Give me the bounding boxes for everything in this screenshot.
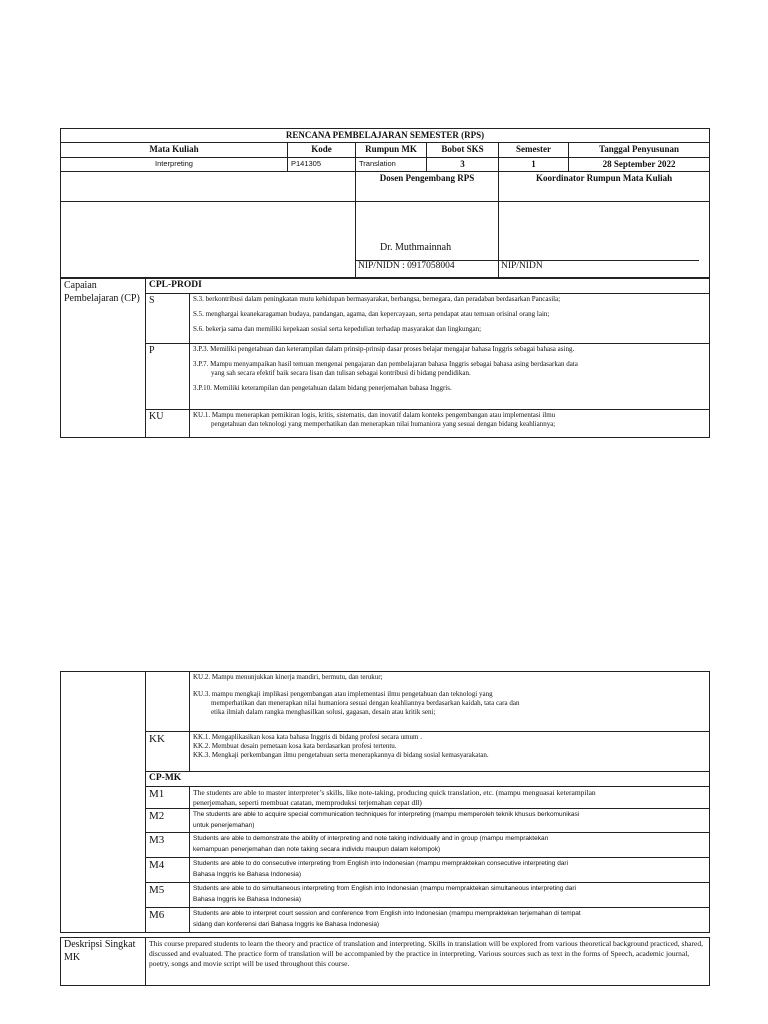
cpmk-heading: CP-MK: [146, 772, 710, 787]
value-tanggal: 28 September 2022: [569, 157, 710, 171]
koordinator-nip: NIP/NIDN: [501, 260, 543, 271]
kk-item: KK.1. Mengaplikasikan kosa kata bahasa Inggris di bidang profesi secara umum .: [193, 733, 422, 741]
p-label: P: [146, 343, 190, 409]
m3-label: M3: [146, 833, 190, 858]
kk-item: KK.3. Mengkaji perkembangan ilmu pengetahuan serta menerapkannya di bidang sosial kemasyarakatan.: [193, 751, 489, 760]
kk-items: [190, 732, 710, 772]
role-dosen: Dosen Pengembang RPS: [356, 171, 499, 201]
dosen-nip: NIP/NIDN : 0917058004: [358, 260, 455, 271]
blank-cell: [61, 201, 356, 277]
value-kode: P141305: [288, 157, 356, 171]
m1-label: M1: [146, 786, 190, 809]
kk-label: KK: [146, 732, 190, 772]
rps-header-table: [60, 128, 710, 278]
signature-line: [356, 260, 498, 261]
s-item: S.6. bekerja sama dan memiliki kepekaan sosial serta kepedulian terhadap masyarakat dan lingkungan;: [193, 325, 482, 334]
cpl-prodi-heading: CPL-PRODI: [146, 279, 710, 294]
header-mata-kuliah: Mata Kuliah: [61, 143, 288, 157]
ku2: KU.2. Mampu menunjukkan kinerja mandiri, bermutu, dan terukur;: [193, 673, 383, 681]
header-bobot: Bobot SKS: [427, 143, 499, 157]
ku-label: KU: [146, 409, 190, 437]
ku3-line: etika ilmiah dalam rangka menghasilkan solusi, gagasan, desain atau kritik seni;: [211, 708, 436, 717]
ku1-line: pengetahuan dan teknologi yang memperhatikan dan menerapkan nilai humaniora yang sesuai dengan bidang keahliannya;: [211, 419, 556, 428]
value-rumpun: Translation: [356, 157, 427, 171]
s-item: S.5. menghargai keanekaragaman budaya, pandangan, agama, dan kepercayaan, serta pendapat atau temuan orisinal orang lain;: [193, 309, 550, 318]
deskripsi-label: Deskripsi Singkat MK: [61, 938, 146, 986]
m2-text: The students are able to acquire special communication techniques for interpreting (mampu memperoleh teknik khusus berkomunikasi untuk penerjemahan): [190, 809, 710, 833]
value-semester: 1: [499, 157, 569, 171]
m1-text: The students are able to master interpreter’s skills, like note-taking, producing quick translation, etc. (mampu menguasai keterampilan penerjemahan, seperti membuat catatan, memproduksi terjemahan cepat dll): [190, 786, 710, 809]
p-item: yang sah secara efektif baik secara lisan dan tulisan sebagai kontribusi di bidang pendidikan.: [211, 369, 471, 378]
cp-label-continued: [61, 672, 146, 933]
ku2-ku3: [190, 672, 710, 732]
value-mata-kuliah: Interpreting: [61, 157, 288, 171]
blank-cell: [61, 171, 356, 201]
m5-label: M5: [146, 883, 190, 908]
ku3-line: KU.3. mampu mengkaji implikasi pengembangan atau implementasi ilmu pengetahuan dan teknologi yang: [193, 690, 493, 699]
p-item: 3.P.7. Mampu menyampaikan hasil temuan mengenai pengajaran dan pembelajaran bahasa Inggris sebagai bahasa asing berdasarkan data: [193, 359, 578, 368]
p-item: 3.P.3. Memiliki pengetahuan dan keterampilan dalam prinsip-prinsip dasar proses belajar mengajar bahasa Inggris sebagai bahasa asing.: [193, 344, 575, 353]
signature-dosen: [356, 201, 499, 277]
m5-text: Students are able to do simultaneous interpreting from English into Indonesian (mampu mempraktekan simultaneous interpreting dari Bahasa Inggris ke Bahasa Indonesia): [190, 883, 710, 908]
cp-continued-table: [60, 671, 710, 933]
deskripsi-text: This course prepared students to learn the theory and practice of translation and interpreting. Skills in translation will be explored from various theoretical background practiced, shared, discussed and evaluated. The practice form of translation will be accompanied by the practice in interpreting. Various sources such as text in the forms of Speech, academic journal, poetry, songs and movie script will be used throughout this course.: [146, 938, 710, 986]
p-item: 3.P.10. Memiliki keterampilan dan pengetahuan dalam bidang penerjemahan bahasa Inggris.: [193, 384, 452, 393]
document-page-2: [0, 620, 768, 1024]
blank-cell: [146, 672, 190, 732]
cp-label: Capaian Pembelajaran (CP): [61, 279, 146, 438]
ku3-line: memperhatikan dan menerapkan nilai humaniora sesuai dengan keahliannya berdasarkan kaidah, tata cara dan: [211, 699, 520, 708]
s-items: [190, 293, 710, 343]
deskripsi-table: [60, 937, 710, 986]
role-koordinator: Koordinator Rumpun Mata Kuliah: [499, 171, 710, 201]
m6-text: Students are able to interpret court session and conference from English into Indonesian (mampu mempraktekan terjemahan di tempat sidang dan konferensi dari Bahasa Inggris ke Bahasa Indonesia): [190, 908, 710, 933]
rps-title: RENCANA PEMBELAJARAN SEMESTER (RPS): [61, 129, 710, 143]
m4-text: Students are able to do consecutive interpreting from English into Indonesian (mampu mempraktekan consecutive interpreting dari Bahasa Inggris ke Bahasa Indonesia): [190, 858, 710, 883]
m2-label: M2: [146, 809, 190, 833]
document-page-1: [0, 0, 768, 510]
ku1: [190, 409, 710, 437]
m3-text: Students are able to demonstrate the ability of interpreting and note taking individually and in group (mampu mempraktekan kemampuan penerjemahan dan note taking secara individu maupun dalam kelompok): [190, 833, 710, 858]
header-semester: Semester: [499, 143, 569, 157]
s-label: S: [146, 293, 190, 343]
kk-item: KK.2. Membuat desain pemetaan kosa kata berdasarkan profesi tertentu.: [193, 742, 397, 751]
m6-label: M6: [146, 908, 190, 933]
signature-line: [499, 260, 699, 261]
s-item: S.3. berkontribusi dalam peningkatan mutu kehidupan bermasyarakat, berbangsa, bernegara, dan peradaban berdasarkan Pancasila;: [193, 294, 561, 303]
header-tanggal: Tanggal Penyusunan: [569, 143, 710, 157]
cp-table: [60, 278, 710, 438]
dosen-name: Dr. Muthmainnah: [380, 241, 452, 253]
m4-label: M4: [146, 858, 190, 883]
value-bobot: 3: [427, 157, 499, 171]
header-rumpun: Rumpun MK: [356, 143, 427, 157]
p-items: [190, 343, 710, 409]
signature-koordinator: [499, 201, 710, 277]
ku1-line: KU.1. Mampu menerapkan pemikiran logis, kritis, sistematis, dan inovatif dalam konteks pengembangan atau implementasi ilmu: [193, 410, 556, 419]
header-kode: Kode: [288, 143, 356, 157]
